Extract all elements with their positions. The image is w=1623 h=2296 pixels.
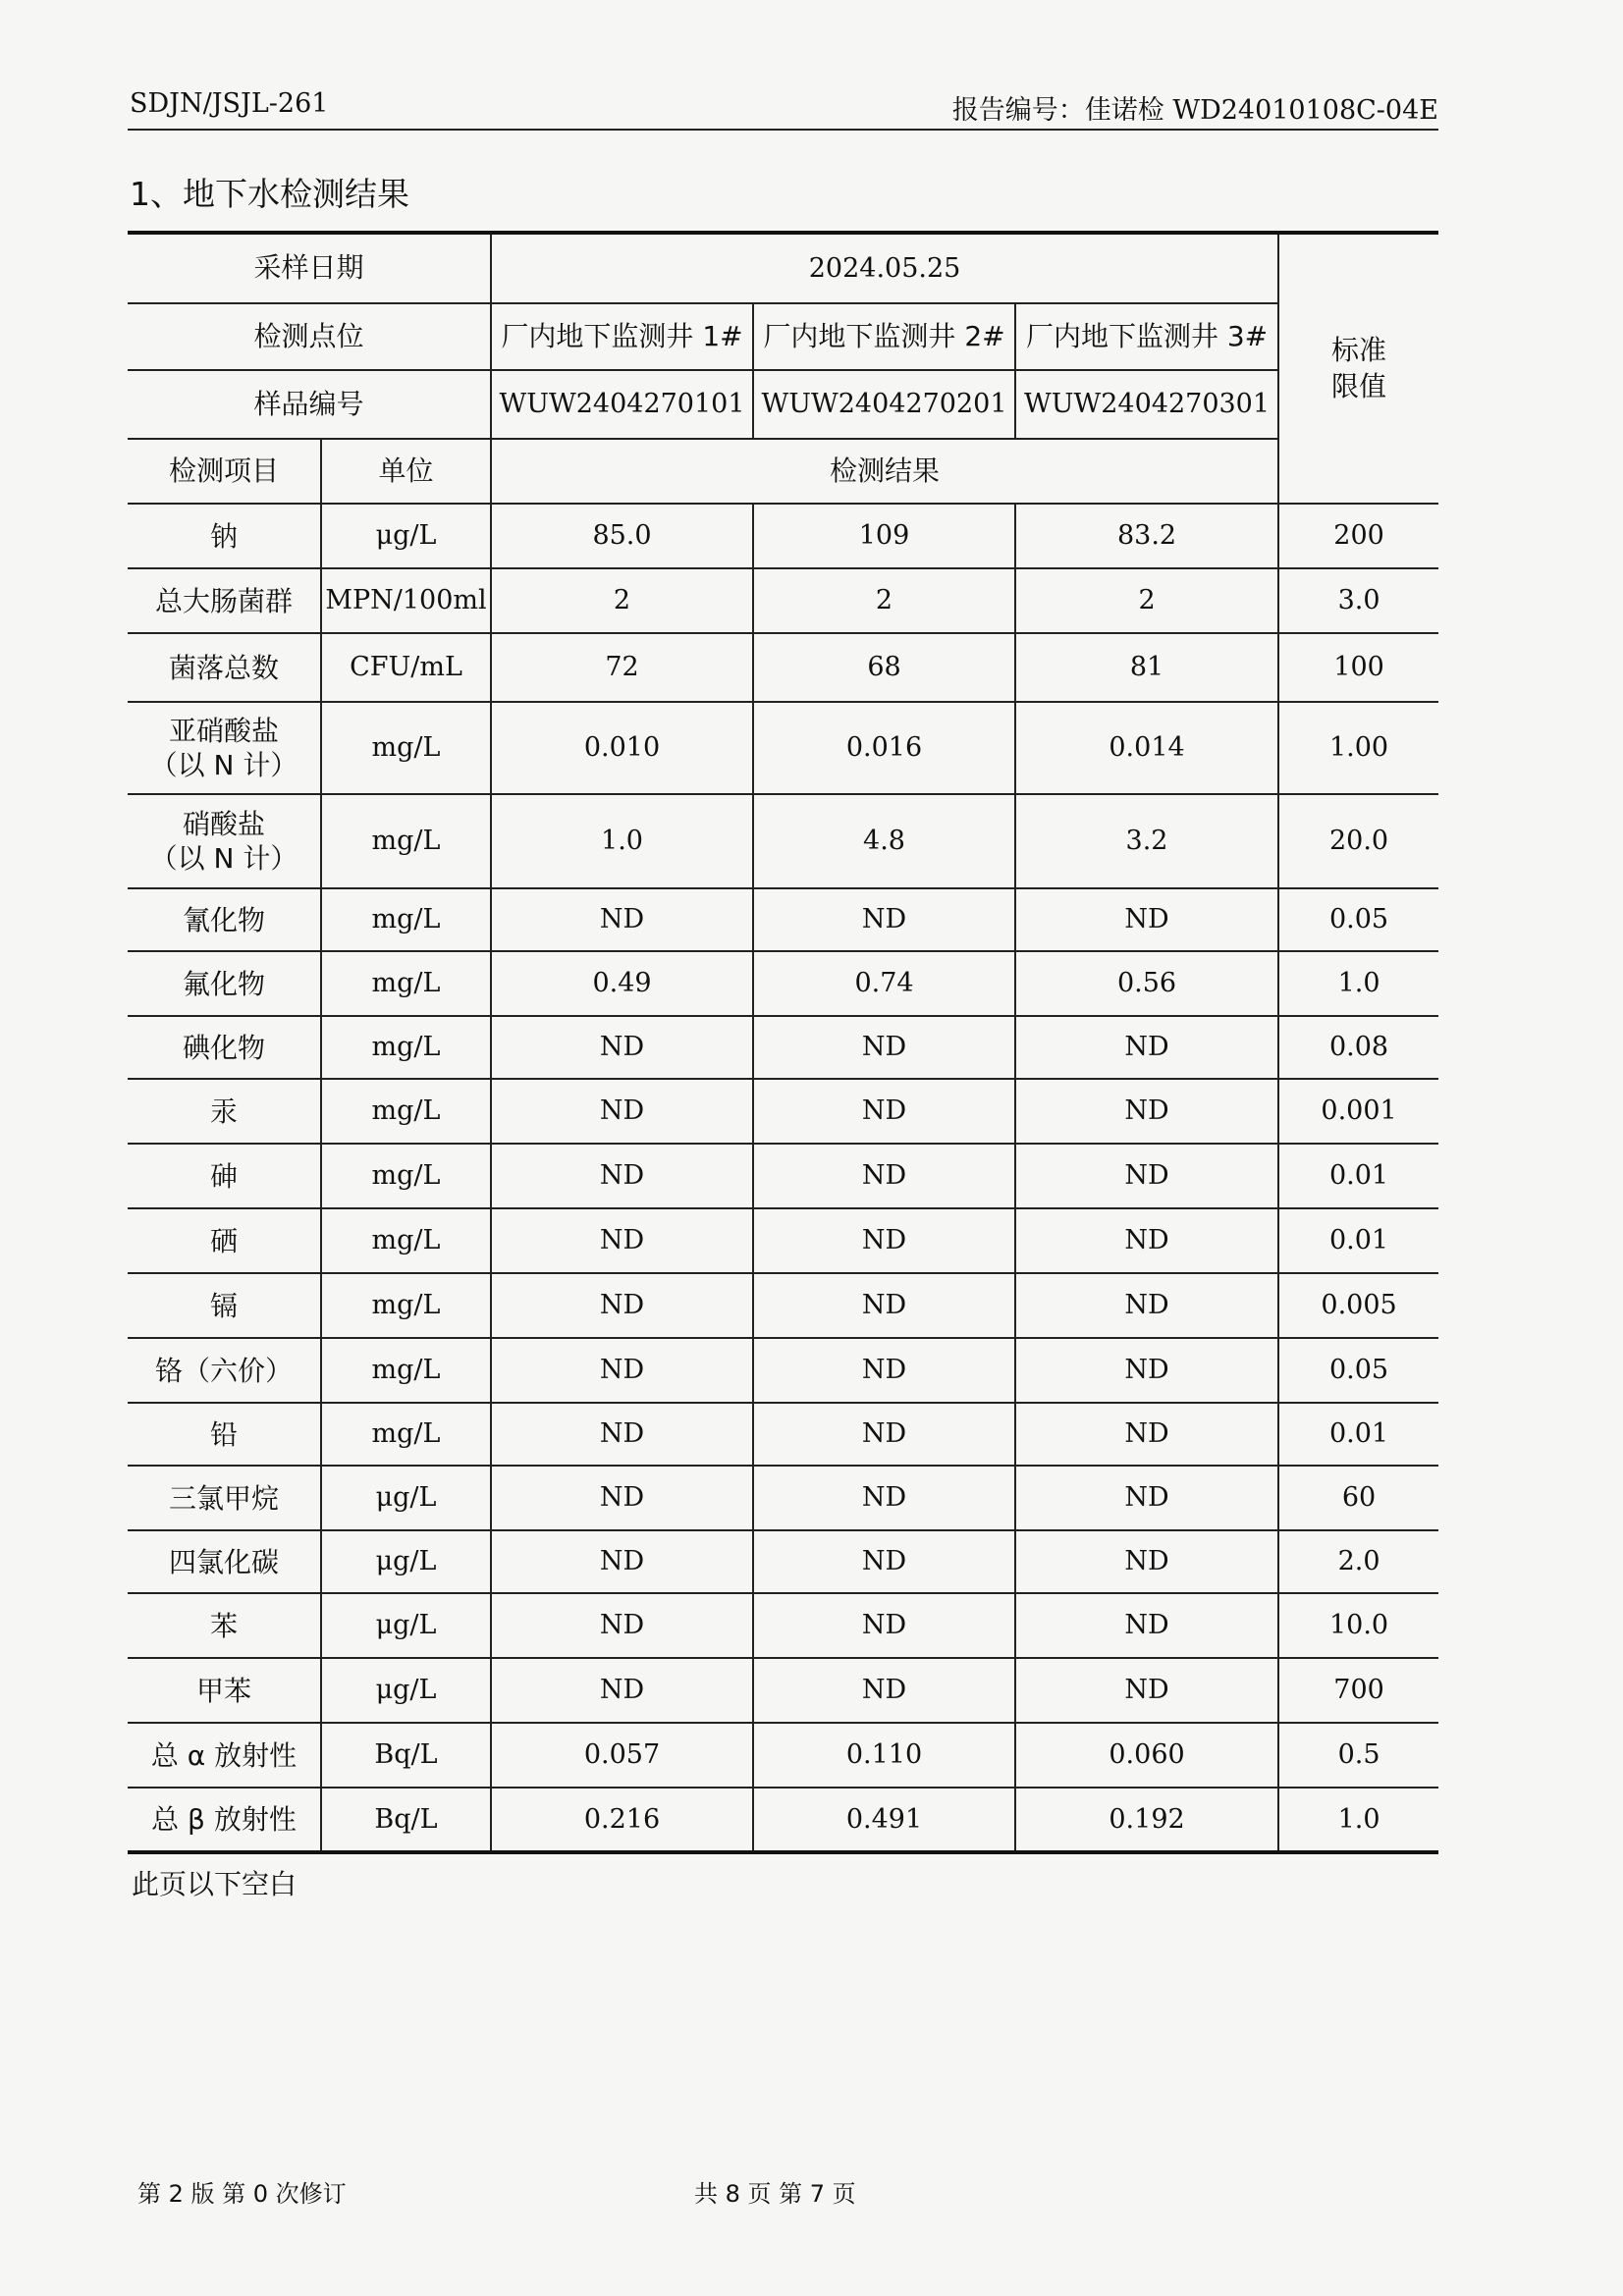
- table-row: [128, 1788, 1438, 1852]
- site-1-result: ND: [491, 888, 753, 951]
- unit: Bq/L: [321, 1723, 491, 1788]
- unit: mg/L: [321, 702, 491, 794]
- site-3-result: ND: [1015, 1338, 1278, 1403]
- site-3-result: 3.2: [1015, 794, 1278, 888]
- site-1-result: 72: [491, 633, 753, 702]
- test-item: 铬（六价）: [128, 1338, 321, 1403]
- site-2-result: ND: [753, 1658, 1015, 1723]
- test-item: 铅: [128, 1403, 321, 1466]
- test-item: 总 α 放射性: [128, 1723, 321, 1788]
- standard-limit: 20.0: [1278, 794, 1438, 888]
- table-row: [128, 504, 1438, 568]
- test-item: 碘化物: [128, 1016, 321, 1079]
- standard-limit-header: 标准 限值: [1278, 233, 1438, 504]
- site-2-result: ND: [753, 1144, 1015, 1208]
- site-3-result: 81: [1015, 633, 1278, 702]
- sampling-date-label: 采样日期: [128, 233, 491, 303]
- standard-limit: 10.0: [1278, 1593, 1438, 1658]
- site-1-result: 85.0: [491, 504, 753, 568]
- table-row: [128, 1079, 1438, 1144]
- site-1-sample-number: WUW2404270101: [491, 370, 753, 439]
- site-1-name: 厂内地下监测井 1#: [491, 303, 753, 370]
- site-3-sample-number: WUW2404270301: [1015, 370, 1278, 439]
- site-3-result: ND: [1015, 1530, 1278, 1593]
- site-2-result: 4.8: [753, 794, 1015, 888]
- standard-limit: 200: [1278, 504, 1438, 568]
- table-row: [128, 1593, 1438, 1658]
- site-3-result: ND: [1015, 1079, 1278, 1144]
- unit: μg/L: [321, 1530, 491, 1593]
- table-row: [128, 633, 1438, 702]
- site-1-result: 1.0: [491, 794, 753, 888]
- standard-limit: 3.0: [1278, 568, 1438, 633]
- unit: mg/L: [321, 1016, 491, 1079]
- unit: Bq/L: [321, 1788, 491, 1852]
- blank-page-note: 此页以下空白: [132, 1868, 298, 1900]
- unit: mg/L: [321, 951, 491, 1016]
- site-3-result: ND: [1015, 1016, 1278, 1079]
- standard-limit: 2.0: [1278, 1530, 1438, 1593]
- sample-number-label: 样品编号: [128, 370, 491, 439]
- site-3-result: 0.014: [1015, 702, 1278, 794]
- standard-limit: 1.00: [1278, 702, 1438, 794]
- test-item: 钠: [128, 504, 321, 568]
- site-1-result: 0.216: [491, 1788, 753, 1852]
- site-2-sample-number: WUW2404270201: [753, 370, 1015, 439]
- site-2-result: 0.016: [753, 702, 1015, 794]
- table-row: [128, 1403, 1438, 1466]
- unit: μg/L: [321, 1658, 491, 1723]
- unit: mg/L: [321, 1079, 491, 1144]
- sampling-date-value: 2024.05.25: [491, 233, 1278, 303]
- document-code: SDJN/JSJL-261: [130, 88, 329, 119]
- site-1-result: ND: [491, 1338, 753, 1403]
- site-1-result: 0.057: [491, 1723, 753, 1788]
- site-3-result: 0.192: [1015, 1788, 1278, 1852]
- sample-number-row: [128, 370, 1438, 439]
- column-header-row: [128, 439, 1438, 504]
- site-1-result: ND: [491, 1466, 753, 1530]
- site-1-result: ND: [491, 1593, 753, 1658]
- table-row: [128, 951, 1438, 1016]
- unit: mg/L: [321, 794, 491, 888]
- site-3-result: 83.2: [1015, 504, 1278, 568]
- unit-header: 单位: [321, 439, 491, 504]
- site-1-result: ND: [491, 1016, 753, 1079]
- site-1-result: ND: [491, 1144, 753, 1208]
- location-row: [128, 303, 1438, 370]
- test-item: 菌落总数: [128, 633, 321, 702]
- site-3-result: ND: [1015, 1658, 1278, 1723]
- site-1-result: ND: [491, 1208, 753, 1273]
- site-1-result: ND: [491, 1530, 753, 1593]
- test-item: 硝酸盐 （以 N 计）: [128, 794, 321, 888]
- table-row: [128, 1016, 1438, 1079]
- header-divider: [128, 129, 1438, 131]
- standard-limit: 0.005: [1278, 1273, 1438, 1338]
- test-item: 总大肠菌群: [128, 568, 321, 633]
- site-2-result: ND: [753, 1338, 1015, 1403]
- site-2-result: ND: [753, 1016, 1015, 1079]
- standard-limit: 0.5: [1278, 1723, 1438, 1788]
- test-item: 硒: [128, 1208, 321, 1273]
- table-row: [128, 1273, 1438, 1338]
- revision-info: 第 2 版 第 0 次修订: [137, 2180, 347, 2208]
- table-row: [128, 568, 1438, 633]
- test-item: 甲苯: [128, 1658, 321, 1723]
- site-3-name: 厂内地下监测井 3#: [1015, 303, 1278, 370]
- table-row: [128, 1208, 1438, 1273]
- site-2-result: ND: [753, 1079, 1015, 1144]
- site-3-result: 0.060: [1015, 1723, 1278, 1788]
- site-2-result: ND: [753, 1466, 1015, 1530]
- table-row: [128, 1338, 1438, 1403]
- test-item: 总 β 放射性: [128, 1788, 321, 1852]
- table-row: [128, 1658, 1438, 1723]
- table-row: [128, 1144, 1438, 1208]
- standard-limit: 1.0: [1278, 1788, 1438, 1852]
- standard-limit: 0.08: [1278, 1016, 1438, 1079]
- test-item: 汞: [128, 1079, 321, 1144]
- unit: mg/L: [321, 888, 491, 951]
- site-2-result: ND: [753, 1208, 1015, 1273]
- table-row: [128, 1530, 1438, 1593]
- test-item: 氟化物: [128, 951, 321, 1016]
- site-1-result: ND: [491, 1273, 753, 1338]
- site-1-result: 0.010: [491, 702, 753, 794]
- site-3-result: ND: [1015, 1403, 1278, 1466]
- test-item: 三氯甲烷: [128, 1466, 321, 1530]
- standard-limit: 0.05: [1278, 1338, 1438, 1403]
- test-item: 镉: [128, 1273, 321, 1338]
- standard-limit: 100: [1278, 633, 1438, 702]
- item-header: 检测项目: [128, 439, 321, 504]
- site-2-result: ND: [753, 1593, 1015, 1658]
- standard-limit: 0.01: [1278, 1403, 1438, 1466]
- site-3-result: ND: [1015, 1273, 1278, 1338]
- site-3-result: 0.56: [1015, 951, 1278, 1016]
- site-2-result: 68: [753, 633, 1015, 702]
- unit: μg/L: [321, 1466, 491, 1530]
- table-row: [128, 702, 1438, 794]
- unit: mg/L: [321, 1144, 491, 1208]
- site-2-name: 厂内地下监测井 2#: [753, 303, 1015, 370]
- standard-limit: 0.01: [1278, 1208, 1438, 1273]
- result-header: 检测结果: [491, 439, 1278, 504]
- standard-limit: 0.01: [1278, 1144, 1438, 1208]
- site-2-result: 0.491: [753, 1788, 1015, 1852]
- site-2-result: ND: [753, 1273, 1015, 1338]
- site-2-result: ND: [753, 1530, 1015, 1593]
- test-item: 砷: [128, 1144, 321, 1208]
- standard-limit: 60: [1278, 1466, 1438, 1530]
- site-1-result: ND: [491, 1079, 753, 1144]
- table-row: [128, 794, 1438, 888]
- location-label: 检测点位: [128, 303, 491, 370]
- site-3-result: 2: [1015, 568, 1278, 633]
- site-2-result: 2: [753, 568, 1015, 633]
- site-2-result: 0.74: [753, 951, 1015, 1016]
- site-2-result: ND: [753, 888, 1015, 951]
- site-1-result: 0.49: [491, 951, 753, 1016]
- test-item: 苯: [128, 1593, 321, 1658]
- unit: mg/L: [321, 1208, 491, 1273]
- test-item: 氰化物: [128, 888, 321, 951]
- site-1-result: ND: [491, 1403, 753, 1466]
- report-number: 报告编号：佳诺检 WD24010108C-04E: [951, 95, 1438, 126]
- site-1-result: ND: [491, 1658, 753, 1723]
- site-3-result: ND: [1015, 1144, 1278, 1208]
- site-3-result: ND: [1015, 1208, 1278, 1273]
- table-row: [128, 1723, 1438, 1788]
- unit: mg/L: [321, 1338, 491, 1403]
- groundwater-results-table: [128, 231, 1438, 1854]
- unit: μg/L: [321, 504, 491, 568]
- sampling-date-row: [128, 233, 1438, 303]
- test-item: 四氯化碳: [128, 1530, 321, 1593]
- unit: CFU/mL: [321, 633, 491, 702]
- standard-limit: 700: [1278, 1658, 1438, 1723]
- site-2-result: 109: [753, 504, 1015, 568]
- standard-limit: 0.05: [1278, 888, 1438, 951]
- page-number: 共 8 页 第 7 页: [694, 2180, 856, 2208]
- site-2-result: ND: [753, 1403, 1015, 1466]
- unit: mg/L: [321, 1403, 491, 1466]
- unit: μg/L: [321, 1593, 491, 1658]
- table-row: [128, 1466, 1438, 1530]
- standard-limit: 1.0: [1278, 951, 1438, 1016]
- unit: MPN/100ml: [321, 568, 491, 633]
- standard-limit: 0.001: [1278, 1079, 1438, 1144]
- site-2-result: 0.110: [753, 1723, 1015, 1788]
- site-3-result: ND: [1015, 1466, 1278, 1530]
- unit: mg/L: [321, 1273, 491, 1338]
- site-1-result: 2: [491, 568, 753, 633]
- table-row: [128, 888, 1438, 951]
- section-title: 1、地下水检测结果: [130, 175, 409, 213]
- test-item: 亚硝酸盐 （以 N 计）: [128, 702, 321, 794]
- site-3-result: ND: [1015, 1593, 1278, 1658]
- site-3-result: ND: [1015, 888, 1278, 951]
